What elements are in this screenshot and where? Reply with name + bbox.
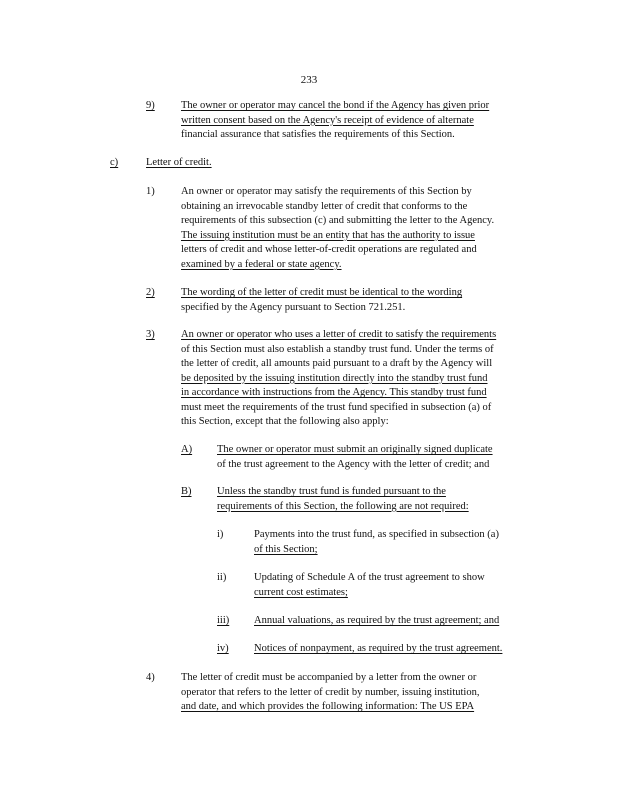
item-text xyxy=(254,528,529,557)
text-line: The owner or operator must submit an originally signed duplicate xyxy=(217,444,493,455)
item-label: 9) xyxy=(146,100,155,111)
item-text xyxy=(217,443,525,472)
item-c-3-B-i xyxy=(0,528,618,558)
item-text xyxy=(181,99,533,143)
text-line: Notices of nonpayment, as required by the trust agreement. xyxy=(254,643,503,654)
item-label: 3) xyxy=(146,329,155,340)
text-line: this Section, except that the following also apply: xyxy=(181,416,389,427)
item-label: i) xyxy=(217,529,224,540)
item-text xyxy=(254,571,514,600)
text-line: in accordance with instructions from the Agency. This standby trust fund xyxy=(181,387,487,398)
item-text xyxy=(217,485,507,514)
item-c-3 xyxy=(0,328,618,432)
text-line: the letter of credit, all amounts paid pursuant to a draft by the Agency will xyxy=(181,358,493,369)
text-line: An owner or operator may satisfy the requirements of this Section by xyxy=(181,186,472,197)
text-line: of this Section; xyxy=(254,543,318,555)
item-label: iv) xyxy=(217,643,229,654)
item-c-3-B-iv xyxy=(0,642,618,658)
item-label: 2) xyxy=(146,287,155,298)
item-label: B) xyxy=(181,486,192,497)
item-label: ii) xyxy=(217,572,227,583)
subsection-heading: Letter of credit. xyxy=(146,157,212,168)
text-line: letters of credit and whose letter-of-credit operations are regulated and xyxy=(181,244,477,255)
item-c-3-B xyxy=(0,485,618,515)
text-line: Annual valuations, as required by the trust agreement; and xyxy=(254,615,500,626)
text-line: Payments into the trust fund, as specified in subsection (a) xyxy=(254,529,499,540)
item-c-3-B-iii xyxy=(0,614,618,630)
item-text xyxy=(254,642,539,657)
text-line: Updating of Schedule A of the trust agreement to show xyxy=(254,572,485,583)
item-label: iii) xyxy=(217,615,230,626)
item-9 xyxy=(0,99,618,144)
text-line: requirements of this subsection (c) and submitting the letter to the Agency. xyxy=(181,215,495,226)
text-line: operator that refers to the letter of credit by number, issuing institution, xyxy=(181,686,480,698)
text-line: of this Section must also establish a standby trust fund. Under the terms of xyxy=(181,343,494,355)
item-text xyxy=(181,671,519,715)
page-number: 233 xyxy=(300,74,318,86)
item-c-3-B-ii xyxy=(0,571,618,601)
item-text xyxy=(181,328,543,430)
text-line: financial assurance that satisfies the requirements of this Section. xyxy=(181,129,455,140)
text-line: must meet the requirements of the trust fund specified in subsection (a) of xyxy=(181,401,492,413)
text-line: and date, and which provides the following information: The US EPA xyxy=(181,701,475,712)
text-line: obtaining an irrevocable standby letter of credit that conforms to the xyxy=(181,200,468,212)
text-line: of the trust agreement to the Agency with the letter of credit; and xyxy=(217,458,490,470)
text-line: The issuing institution must be an entity that has the authority to issue xyxy=(181,229,475,241)
item-text xyxy=(181,286,503,315)
item-c-2 xyxy=(0,286,618,316)
text-line: be deposited by the issuing institution directly into the standby trust fund xyxy=(181,372,488,384)
item-text xyxy=(181,185,515,272)
text-line: specified by the Agency pursuant to Section 721.251. xyxy=(181,301,406,313)
text-line: written consent based on the Agency's receipt of evidence of alternate xyxy=(181,114,474,126)
text-line: The wording of the letter of credit must be identical to the wording xyxy=(181,287,463,298)
item-label: A) xyxy=(181,444,193,455)
text-line: examined by a federal or state agency. xyxy=(181,258,342,270)
item-label: 4) xyxy=(146,672,155,683)
subsection-c xyxy=(0,156,618,172)
text-line: Unless the standby trust fund is funded pursuant to the xyxy=(217,486,446,497)
text-line: current cost estimates; xyxy=(254,586,348,598)
subsection-label: c) xyxy=(110,157,119,168)
item-c-1 xyxy=(0,185,618,275)
text-line: requirements of this Section, the following are not required: xyxy=(217,500,469,512)
text-line: The letter of credit must be accompanied by a letter from the owner or xyxy=(181,672,477,683)
item-text xyxy=(254,614,529,629)
text-line: The owner or operator may cancel the bond if the Agency has given prior xyxy=(181,100,490,111)
item-label: 1) xyxy=(146,186,155,197)
text-line: An owner or operator who uses a letter of credit to satisfy the requirements xyxy=(181,329,497,340)
item-c-3-A xyxy=(0,443,618,473)
item-c-4 xyxy=(0,671,618,716)
